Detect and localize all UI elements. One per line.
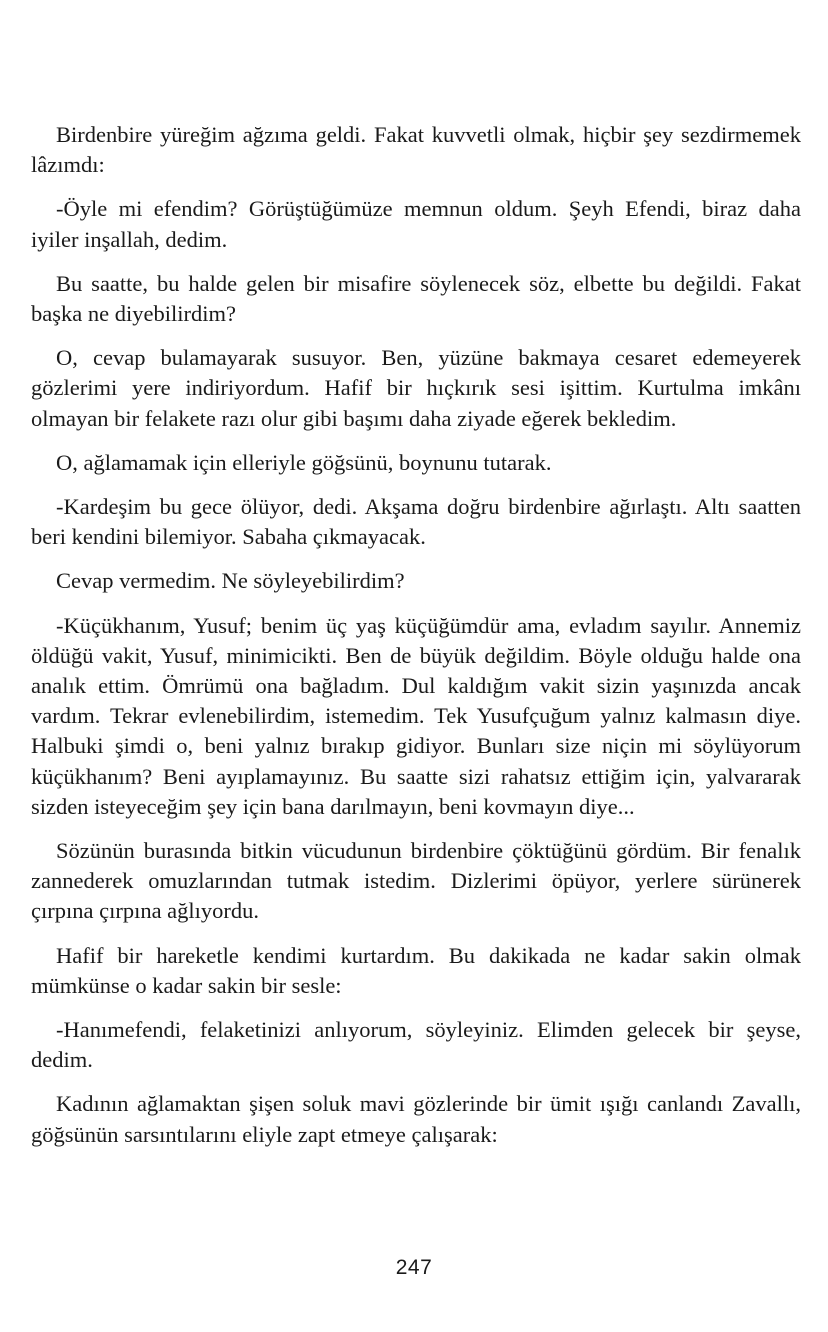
paragraph: -Öyle mi efendim? Görüştüğümüze memnun oldum. Şeyh Efendi, biraz daha iyiler inşallah, dedim. [31,196,801,252]
paragraph: Hafif bir hareketle kendimi kurtardım. Bu dakikada ne kadar sakin olmak mümkünse o kadar sakin bir sesle: [31,942,801,998]
paragraph: O, cevap bulamayarak susuyor. Ben, yüzüne bakmaya cesaret edemeyerek gözlerimi yere indiriyordum. Hafif bir hıçkırık sesi işittim. Kurtulma imkânı olmayan bir felakete razı olur gibi başımı daha ziyade eğerek bekledim. [31,345,801,431]
paragraph: -Hanımefendi, felaketinizi anlıyorum, söyleyiniz. Elimden gelecek bir şeyse, dedim. [31,1017,801,1073]
paragraph: Bu saatte, bu halde gelen bir misafire söylenecek söz, elbette bu değildi. Fakat başka ne diyebilirdim? [31,270,801,327]
paragraph: -Küçükhanım, Yusuf; benim üç yaş küçüğümdür ama, evladım sayılır. Annemiz öldüğü vakit, Yusuf, minimicikti. Ben de büyük değildim. Böyle olduğu halde ona analık ettim. Ömrümü ona bağladım. Dul kaldığım vakit sizin yaşınızda ancak vardım. Tekrar evlenebilirdim, istemedim. Tek Yusufçuğum yalnız kalmasın diye. Halbuki şimdi o, beni yalnız bırakıp gidiyor. Bunları size niçin mi söylüyorum küçükhanım? Beni ayıplamayınız. Bu saatte sizi rahatsız ettiğim için, yalvararak sizden isteyeceğim şey için bana darılmayın, beni kovmayın diye... [31,612,801,819]
paragraph: Sözünün burasında bitkin vücudunun birdenbire çöktüğünü gördüm. Bir fenalık zannederek omuzlarından tutmak istedim. Dizlerimi öpüyor, yerlere sürünerek çırpına çırpına ağlıyordu. [31,838,801,924]
paragraph: Kadının ağlamaktan şişen soluk mavi gözlerinde bir ümit ışığı canlandı Zavallı, göğsünün sarsıntılarını eliyle zapt etmeye çalışarak: [31,1091,801,1147]
page-body [31,120,801,1164]
paragraph: Birdenbire yüreğim ağzıma geldi. Fakat kuvvetli olmak, hiçbir şey sezdirmemek lâzımdı: [31,122,801,178]
paragraph: -Kardeşim bu gece ölüyor, dedi. Akşama doğru birdenbire ağırlaştı. Altı saatten beri kendini bilemiyor. Sabaha çıkmayacak. [31,494,801,550]
page-number: 247 [395,1256,433,1279]
paragraph: Cevap vermedim. Ne söyleyebilirdim? [56,568,405,594]
paragraph: O, ağlamamak için elleriyle göğsünü, boynunu tutarak. [56,449,552,475]
